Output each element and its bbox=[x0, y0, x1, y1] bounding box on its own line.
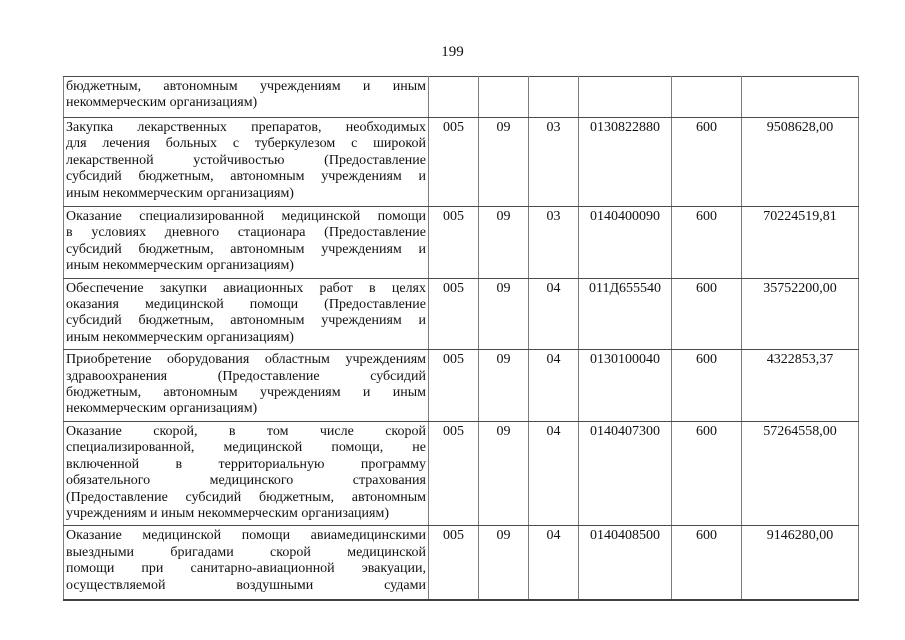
table-row bbox=[64, 526, 859, 600]
grbs-code-cell: 005 bbox=[429, 526, 479, 600]
grbs-code-cell: 005 bbox=[429, 350, 479, 422]
expense-name-line: осуществляемой воздушными судами bbox=[66, 577, 426, 593]
expense-name-line: выездными бригадами скорой медицинской bbox=[66, 544, 426, 560]
expense-name-cell bbox=[64, 77, 429, 118]
subsection-code-cell: 04 bbox=[529, 421, 579, 525]
expense-name-cell bbox=[64, 278, 429, 350]
section-code-cell: 09 bbox=[479, 421, 529, 525]
page-number: 199 bbox=[441, 44, 464, 60]
section-code-cell: 09 bbox=[479, 207, 529, 279]
amount-cell: 57264558,00 bbox=[742, 421, 859, 525]
expense-name-line: Оказание специализированной медицинской помощи bbox=[66, 209, 426, 224]
expense-name-line: (Предоставление субсидий бюджетным, автономным bbox=[66, 489, 426, 505]
subsection-code-cell: 04 bbox=[529, 278, 579, 350]
expense-name-line: Оказание медицинской помощи авиамедицинскими bbox=[66, 528, 426, 544]
grbs-code-cell bbox=[429, 77, 479, 118]
section-code-cell bbox=[479, 77, 529, 118]
target-article-code-cell: 0140408500 bbox=[579, 526, 672, 600]
target-article-code-cell bbox=[579, 77, 672, 118]
table-row bbox=[64, 77, 859, 118]
expense-name-cell bbox=[64, 350, 429, 422]
expense-name-line: лекарственной устойчивостью (Предоставление bbox=[66, 152, 426, 168]
expense-type-code-cell bbox=[672, 77, 742, 118]
expense-type-code-cell: 600 bbox=[672, 207, 742, 279]
amount-cell bbox=[742, 77, 859, 118]
expense-name-line: здравоохранения (Предоставление субсидий bbox=[66, 368, 426, 384]
expense-name-line: для лечения больных с туберкулезом с широкой bbox=[66, 136, 426, 152]
budget-table bbox=[63, 76, 859, 601]
grbs-code-cell: 005 bbox=[429, 118, 479, 207]
subsection-code-cell: 04 bbox=[529, 350, 579, 422]
table-row bbox=[64, 421, 859, 525]
section-code-cell: 09 bbox=[479, 526, 529, 600]
amount-cell: 9508628,00 bbox=[742, 118, 859, 207]
expense-name-line: бюджетным, автономным учреждениям и иным bbox=[66, 79, 426, 94]
target-article-code-cell: 0130822880 bbox=[579, 118, 672, 207]
expense-name-line: Закупка лекарственных препаратов, необходимых bbox=[66, 120, 426, 135]
expense-name-cell bbox=[64, 207, 429, 279]
section-code-cell: 09 bbox=[479, 350, 529, 422]
expense-name-line: бюджетным, автономным учреждениям и иным bbox=[66, 385, 426, 401]
amount-cell: 70224519,81 bbox=[742, 207, 859, 279]
table-body bbox=[64, 77, 859, 600]
grbs-code-cell: 005 bbox=[429, 207, 479, 279]
expense-name-line: субсидий бюджетным, автономным учреждениям и bbox=[66, 313, 426, 329]
table-row bbox=[64, 278, 859, 350]
expense-type-code-cell: 600 bbox=[672, 526, 742, 600]
section-code-cell: 09 bbox=[479, 118, 529, 207]
grbs-code-cell: 005 bbox=[429, 421, 479, 525]
subsection-code-cell bbox=[529, 77, 579, 118]
target-article-code-cell: 011Д655540 bbox=[579, 278, 672, 350]
expense-name-line: некоммерческим организациям) bbox=[66, 95, 258, 111]
amount-cell: 35752200,00 bbox=[742, 278, 859, 350]
expense-name-line: иным некоммерческим организациям) bbox=[66, 185, 294, 201]
grbs-code-cell: 005 bbox=[429, 278, 479, 350]
expense-name-line: Обеспечение закупки авиационных работ в целях bbox=[66, 280, 426, 296]
expense-type-code-cell: 600 bbox=[672, 118, 742, 207]
expense-name-line: некоммерческим организациям) bbox=[66, 401, 258, 417]
amount-cell: 4322853,37 bbox=[742, 350, 859, 422]
expense-name-line: помощи при санитарно-авиационной эвакуации, bbox=[66, 561, 426, 577]
expense-name-cell bbox=[64, 421, 429, 525]
expense-name-line: учреждениям и иным некоммерческим организациям) bbox=[66, 505, 390, 521]
expense-name-cell bbox=[64, 526, 429, 600]
target-article-code-cell: 0140400090 bbox=[579, 207, 672, 279]
expense-name-line: иным некоммерческим организациям) bbox=[66, 258, 294, 274]
expense-type-code-cell: 600 bbox=[672, 278, 742, 350]
subsection-code-cell: 04 bbox=[529, 526, 579, 600]
expense-name-line: специализированной, медицинской помощи, не bbox=[66, 440, 426, 456]
target-article-code-cell: 0130100040 bbox=[579, 350, 672, 422]
table-row bbox=[64, 207, 859, 279]
table-row bbox=[64, 350, 859, 422]
expense-name-line: в условиях дневного стационара (Предоставление bbox=[66, 225, 426, 241]
subsection-code-cell: 03 bbox=[529, 207, 579, 279]
subsection-code-cell: 03 bbox=[529, 118, 579, 207]
expense-name-line: Приобретение оборудования областным учреждениям bbox=[66, 352, 426, 368]
amount-cell: 9146280,00 bbox=[742, 526, 859, 600]
expense-name-line: субсидий бюджетным, автономным учреждениям и bbox=[66, 241, 426, 257]
table-row bbox=[64, 118, 859, 207]
expense-type-code-cell: 600 bbox=[672, 421, 742, 525]
section-code-cell: 09 bbox=[479, 278, 529, 350]
expense-name-line: иным некоммерческим организациям) bbox=[66, 329, 294, 345]
expense-name-line: субсидий бюджетным, автономным учреждениям и bbox=[66, 169, 426, 185]
expense-name-line: оказания медицинской помощи (Предоставление bbox=[66, 297, 426, 313]
expense-name-cell bbox=[64, 118, 429, 207]
target-article-code-cell: 0140407300 bbox=[579, 421, 672, 525]
expense-name-line: включенной в территориальную программу bbox=[66, 456, 426, 472]
expense-name-line: Оказание скорой, в том числе скорой bbox=[66, 423, 426, 439]
expense-name-line: обязательного медицинского страхования bbox=[66, 473, 426, 489]
expense-type-code-cell: 600 bbox=[672, 350, 742, 422]
